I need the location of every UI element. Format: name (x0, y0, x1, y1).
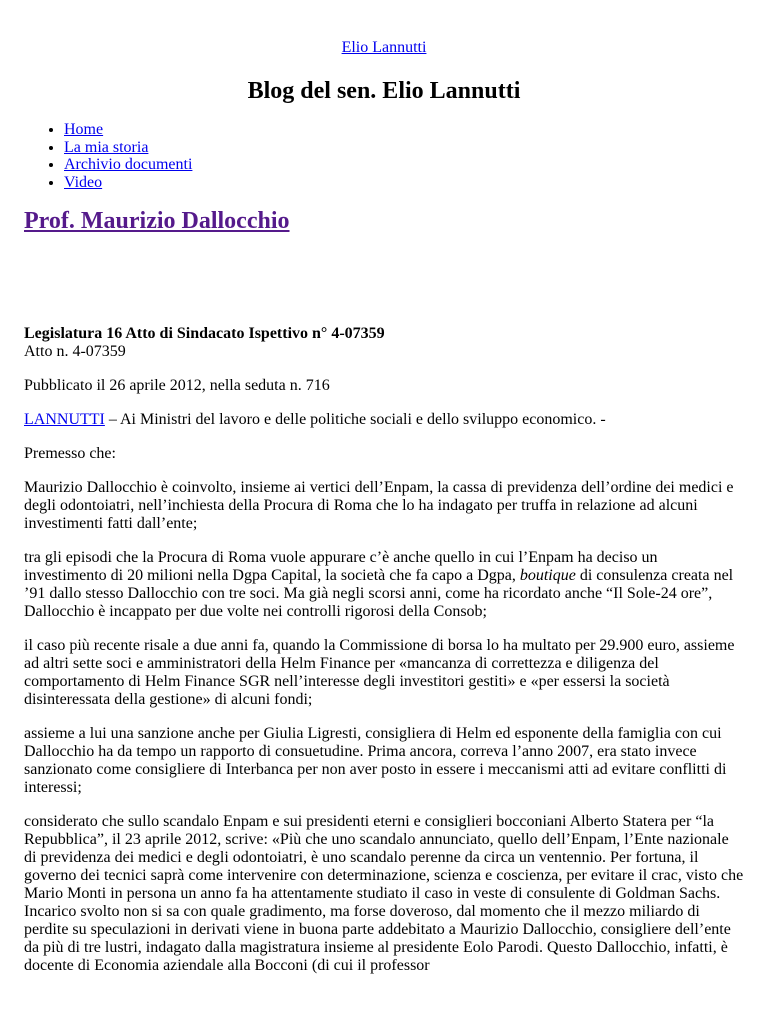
paragraph-3: il caso più recente risale a due anni fa, quando la Commissione di borsa lo ha multato per 29.900 euro, assieme ad altri sette soci e amministratori della Helm Finance per «mancanza di correttezza e diligenza del comportamento di Helm Finance SGR nell’interesse degli investitori gestiti» e «per essersi la società disinteressata della gestione» di alcuni fondi; (24, 637, 735, 708)
main-nav (24, 121, 744, 191)
published-line: Pubblicato il 26 aprile 2012, nella seduta n. 716 (24, 377, 330, 394)
paragraph-2-start: tra gli episodi che la Procura di Roma vuole appurare c’è anche quello in cui l’Enpam ha deciso un investimento di 20 milioni nella Dgpa Capital, la società che fa capo a Dgpa, (24, 549, 658, 584)
post-content (24, 325, 744, 975)
nav-item-video (64, 174, 744, 192)
post-title (24, 207, 744, 235)
site-description: Blog del sen. Elio Lannutti (247, 78, 521, 104)
site-title (24, 38, 744, 58)
nav-link-archivio-documenti[interactable]: Archivio documenti (64, 156, 193, 173)
act-number: Atto n. 4-07359 (24, 343, 126, 360)
paragraph-2-end: di consulenza creata nel ’91 dallo stesso Dallocchio con tre soci. Ma già negli scorsi anni, come ha ricordato anche “Il Sole-24 ore”, Dallocchio è incappato per due volte nei controlli rigorosi della Consob; (24, 567, 734, 620)
post-title-link[interactable]: Prof. Maurizio Dallocchio (24, 208, 290, 234)
paragraph-5: considerato che sullo scandalo Enpam e sui presidenti eterni e consiglieri bocconiani Alberto Statera per “la Repubblica”, il 23 aprile 2012, scrive: «Più che uno scandalo annunciato, quello dell’Enpam, l’Ente nazionale di previdenza dei medici e degli odontoiatri, è uno scandalo perenne da circa un ventennio. Per fortuna, il governo dei tecnici saprà come intervenire con determinazione, scienza e coscienza, per evitare il crac, visto che Mario Monti in persona un anno fa ha attentamente studiato il caso in veste di consulente di Goldman Sachs. Incarico svolto non si sa con quale gradimento, ma forse doveroso, dal momento che il mezzo miliardo di perdite su speculazioni in derivati viene in buona parte addebitato a Maurizio Dallocchio, consigliere dell’ente da più di tre lustri, indagato dalla magistratura insieme al presidente Eolo Parodi. Questo Dallocchio, infatti, è docente di Economia aziendale alla Bocconi (di cui il professor (24, 813, 744, 974)
author-link[interactable]: LANNUTTI (24, 411, 105, 428)
nav-item-archivio-documenti (64, 156, 744, 174)
nav-link-video[interactable]: Video (64, 173, 103, 191)
act-heading: Legislatura 16 Atto di Sindacato Ispettivo n° 4-07359 (24, 325, 385, 342)
site-title-link[interactable]: Elio Lannutti (341, 39, 427, 56)
premise-line: Premesso che: (24, 445, 116, 462)
addressee-line (24, 411, 744, 429)
page (0, 38, 768, 1032)
act-header (24, 325, 744, 361)
addressee-text: – Ai Ministri del lavoro e delle politiche sociali e dello sviluppo economico. - (104, 411, 606, 428)
nav-item-home (64, 121, 744, 139)
nav-item-la-mia-storia (64, 139, 744, 157)
nav-link-home[interactable]: Home (64, 121, 104, 138)
paragraph-1: Maurizio Dallocchio è coinvolto, insieme ai vertici dell’Enpam, la cassa di previdenza dell’ordine dei medici e degli odontoiatri, nell’inchiesta della Procura di Roma che lo ha indagato per truffa in relazione ad alcuni investimenti fatti dall’ente; (24, 479, 734, 532)
paragraph-4: assieme a lui una sanzione anche per Giulia Ligresti, consigliera di Helm ed esponente della famiglia con cui Dallocchio ha da tempo un rapporto di consuetudine. Prima ancora, correva l’anno 2007, era stato invece sanzionato come consigliere di Interbanca per non aver posto in essere i meccanismi atti ad evitare conflitti di interessi; (24, 725, 727, 796)
nav-link-la-mia-storia[interactable]: La mia storia (64, 138, 149, 156)
paragraph-2-emphasis: boutique (519, 567, 576, 584)
paragraph-2 (24, 549, 744, 621)
